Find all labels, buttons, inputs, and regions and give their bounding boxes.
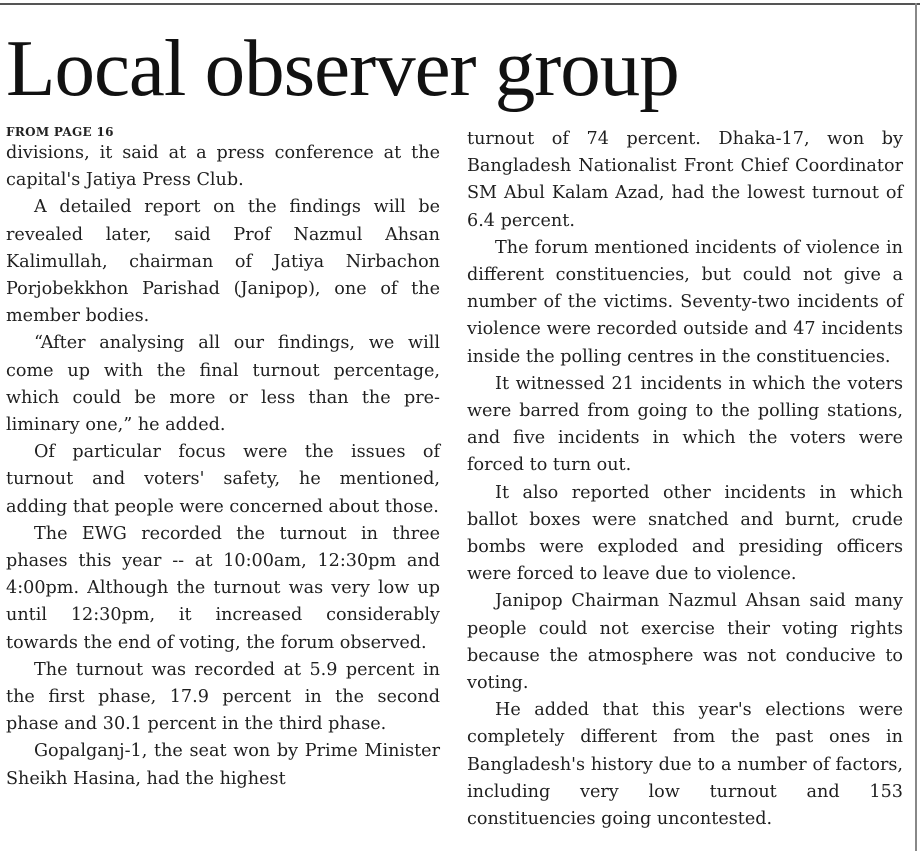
paragraph: “After analysing all our findings, we will come up with the final turnout percentage, which could be more or less than the preliminary one,” he added. (6, 333, 440, 436)
paragraph: Of particular focus were the issues of turnout and voters' safety, he mentioned, adding that people were concerned about those. (6, 442, 440, 517)
headline: Local observer group (6, 23, 679, 113)
paragraph: The EWG recorded the turnout in three phases this year -- at 10:00am, 12:30pm and 4:00pm. Although the turnout was very low up until 12:30pm, it increased considerably towards the end of voting, the forum observed. (6, 523, 440, 653)
top-rule (0, 3, 920, 5)
paragraph: It witnessed 21 incidents in which the voters were barred from going to the polling stations, and five incidents in which the voters were forced to turn out. (467, 373, 903, 476)
paragraph: Janipop Chairman Nazmul Ahsan said many people could not exercise their voting rights because the atmosphere was not conducive to voting. (467, 591, 903, 694)
left-column (6, 122, 440, 793)
paragraph: divisions, it said at a press conference at the capital's Jatiya Press Club. (6, 143, 440, 191)
paragraph: It also reported other incidents in which ballot boxes were snatched and burnt, crude bombs were exploded and presiding officers were forced to leave due to violence. (467, 482, 903, 585)
paragraph: A detailed report on the findings will be revealed later, said Prof Nazmul Ahsan Kalimullah, chairman of Jatiya Nirbachon Porjobekkhon Parishad (Janipop), one of the member bodies. (6, 197, 440, 327)
paragraph: turnout of 74 percent. Dhaka-17, won by Bangladesh Nationalist Front Chief Coordinator SM Abul Kalam Azad, had the lowest turnout of 6.4 percent. (467, 129, 903, 231)
paragraph: The turnout was recorded at 5.9 percent in the first phase, 17.9 percent in the second phase and 30.1 percent in the third phase. (6, 659, 440, 735)
paragraph: The forum mentioned incidents of violence in different constituencies, but could not give a number of the victims. Seventy-two incidents of violence were recorded outside and 47 incidents inside the polling centres in the constituencies. (467, 237, 903, 367)
paragraph: Gopalganj-1, the seat won by Prime Minister Sheikh Hasina, had the highest (6, 741, 440, 789)
jump-line: FROM PAGE 16 (6, 125, 114, 139)
right-column (467, 126, 903, 833)
paragraph: He added that this year's elections were completely different from the past ones in Bangladesh's history due to a number of factors, including very low turnout and 153 constituencies going uncontested. (467, 700, 903, 830)
column-rule (915, 3, 917, 851)
